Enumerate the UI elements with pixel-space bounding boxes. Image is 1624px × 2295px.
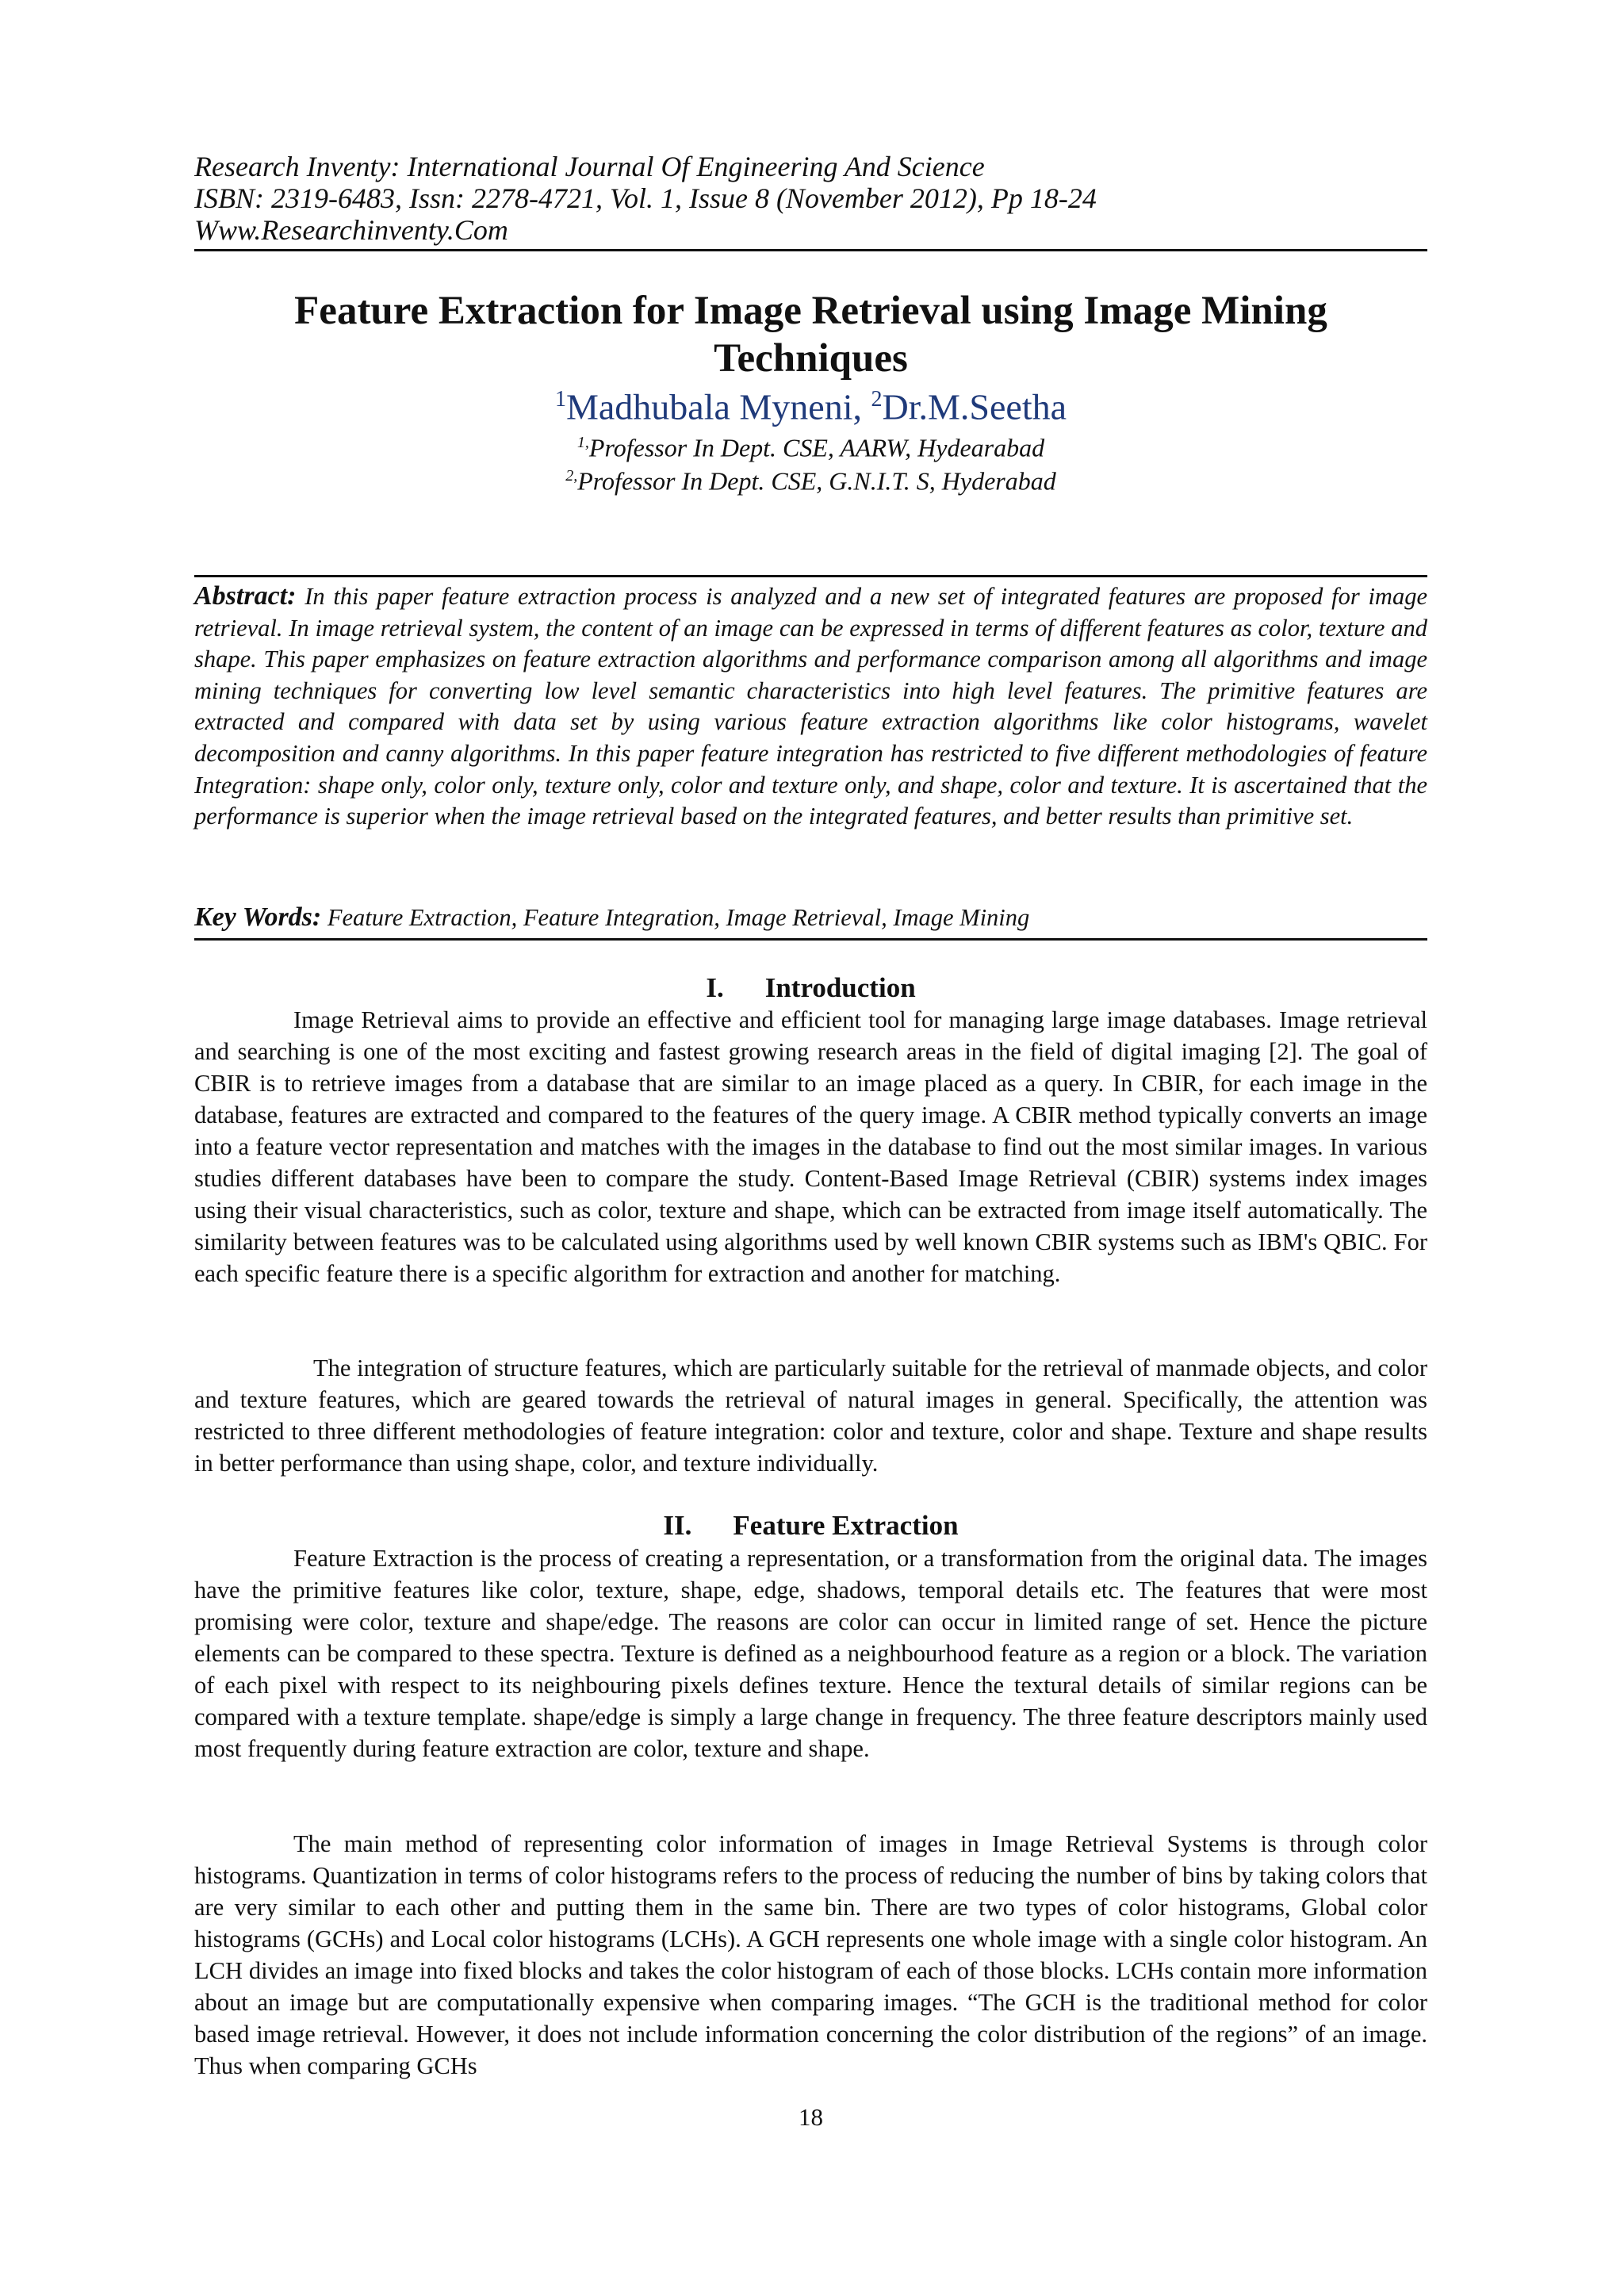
keywords [194,902,1427,933]
abstract-text: In this paper feature extraction process is analyzed and a new set of integrated features are proposed for image retrieval. In image retrieval system, the content of an image can be expressed in terms of different features as color, texture and shape. This paper emphasizes on feature extraction algorithms and performance comparison among all algorithms and image mining techniques for converting low level semantic characteristics into high level features. The primitive features are extracted and compared with data set by using various feature extraction algorithms like color histograms, wavelet decomposition and canny algorithms. In this paper feature integration has restricted to five different methodologies of feature Integration: shape only, color only, texture only, color and texture only, and shape, color and texture. It is ascertained that the performance is superior when the image retrieval based on the integrated features, and better results than primitive set. [194,583,1427,830]
section-heading-feature-extraction [194,1509,1427,1542]
author-2-marker: 2 [871,387,883,412]
section-1-number: I. [706,972,724,1003]
affiliation-2-text: Professor In Dept. CSE, G.N.I.T. S, Hyderabad [577,466,1056,496]
affiliation-1 [194,427,1427,464]
abstract-top-rule [194,575,1427,577]
title-line-1: Feature Extraction for Image Retrieval using Image Mining [294,289,1327,333]
affiliation-2 [194,460,1427,497]
feature-extraction-paragraph-2: The main method of representing color information of images in Image Retrieval Systems is through color histograms. Quantization in terms of color histograms refers to the process of reducing the number of bins by taking colors that are very similar to each other and putting them in the same bin. There are two types of color histograms, Global color histograms (GCHs) and Local color histograms (LCHs). A GCH represents one whole image with a single color histogram. An LCH divides an image into fixed blocks and takes the color histogram of each of those blocks. LCHs contain more information about an image but are computationally expensive when comparing images. “The GCH is the traditional method for color based image retrieval. However, it does not include information concerning the color distribution of the regions” of an image. Thus when comparing GCHs [194,1830,1427,2079]
paper-title [194,287,1427,382]
journal-issn: ISBN: 2319-6483, Issn: 2278-4721, Vol. 1, Issue 8 (November 2012), Pp 18-24 [194,182,1097,214]
affiliation-1-marker: 1, [576,434,589,451]
section-2-title: Feature Extraction [733,1510,959,1541]
section-1-title: Introduction [764,972,916,1003]
abstract-label: Abstract: [194,581,297,611]
author-1-marker: 1 [554,387,566,412]
title-line-2: Techniques [714,336,908,381]
intro-paragraph-2: The integration of structure features, which are particularly suitable for the retrieval of manmade objects, and color and texture features, which are geared towards the retrieval of natural images in general. Specifically, the attention was restricted to three different methodologies of feature integration: color and texture, color and shape. Texture and shape results in better performance than using shape, color, and texture individually. [194,1354,1427,1477]
author-2-name: Dr.M.Seetha [882,386,1067,427]
affiliation-1-text: Professor In Dept. CSE, AARW, Hydearabad [588,433,1045,462]
keywords-bottom-rule [194,938,1427,941]
affiliation-2-marker: 2, [565,467,578,485]
journal-header [194,151,1427,251]
page-number: 18 [799,2103,823,2131]
intro-paragraph-1: Image Retrieval aims to provide an effective and efficient tool for managing large image databases. Image retrieval and searching is one of the most exciting and fastest growing research areas in the field of digital imaging [2]. The goal of CBIR is to retrieve images from a database that are similar to an image placed as a query. In CBIR, for each image in the database, features are extracted and compared to the features of the query image. A CBIR method typically converts an image into a feature vector representation and matches with the images in the database to find out the most similar images. In various studies different databases have been to compare the study. Content-Based Image Retrieval (CBIR) systems index images using their visual characteristics, such as color, texture and shape, which can be extracted from image itself automatically. The similarity between features was to be calculated using algorithms used by well known CBIR systems such as IBM's QBIC. For each specific feature there is a specific algorithm for extraction and another for matching. [194,1006,1427,1287]
feature-extraction-paragraph-1: Feature Extraction is the process of creating a representation, or a transformation from the original data. The images have the primitive features like color, texture, shape, edge, shadows, temporal details etc. The features that were most promising were color, texture and shape/edge. The reasons are color can occur in limited range of set. Hence the picture elements can be compared to these spectra. Texture is defined as a neighbourhood feature as a region or a block. The variation of each pixel with respect to its neighbouring pixels defines texture. Hence the textural details of similar regions can be compared with a texture template. shape/edge is simply a large change in frequency. The three feature descriptors mainly used most frequently during feature extraction are color, texture and shape. [194,1545,1427,1762]
keywords-label: Key Words: [194,902,322,932]
section-heading-introduction [194,971,1427,1005]
author-line [194,378,1427,428]
keywords-text: Feature Extraction, Feature Integration, Image Retrieval, Image Mining [327,904,1030,931]
journal-name: Research Inventy: International Journal Of Engineering And Science [194,151,985,182]
section-2-number: II. [663,1510,692,1541]
abstract [194,580,1427,833]
journal-website: Www.Researchinventy.Com [194,214,508,246]
author-1-name: Madhubala Myneni, [565,386,871,427]
